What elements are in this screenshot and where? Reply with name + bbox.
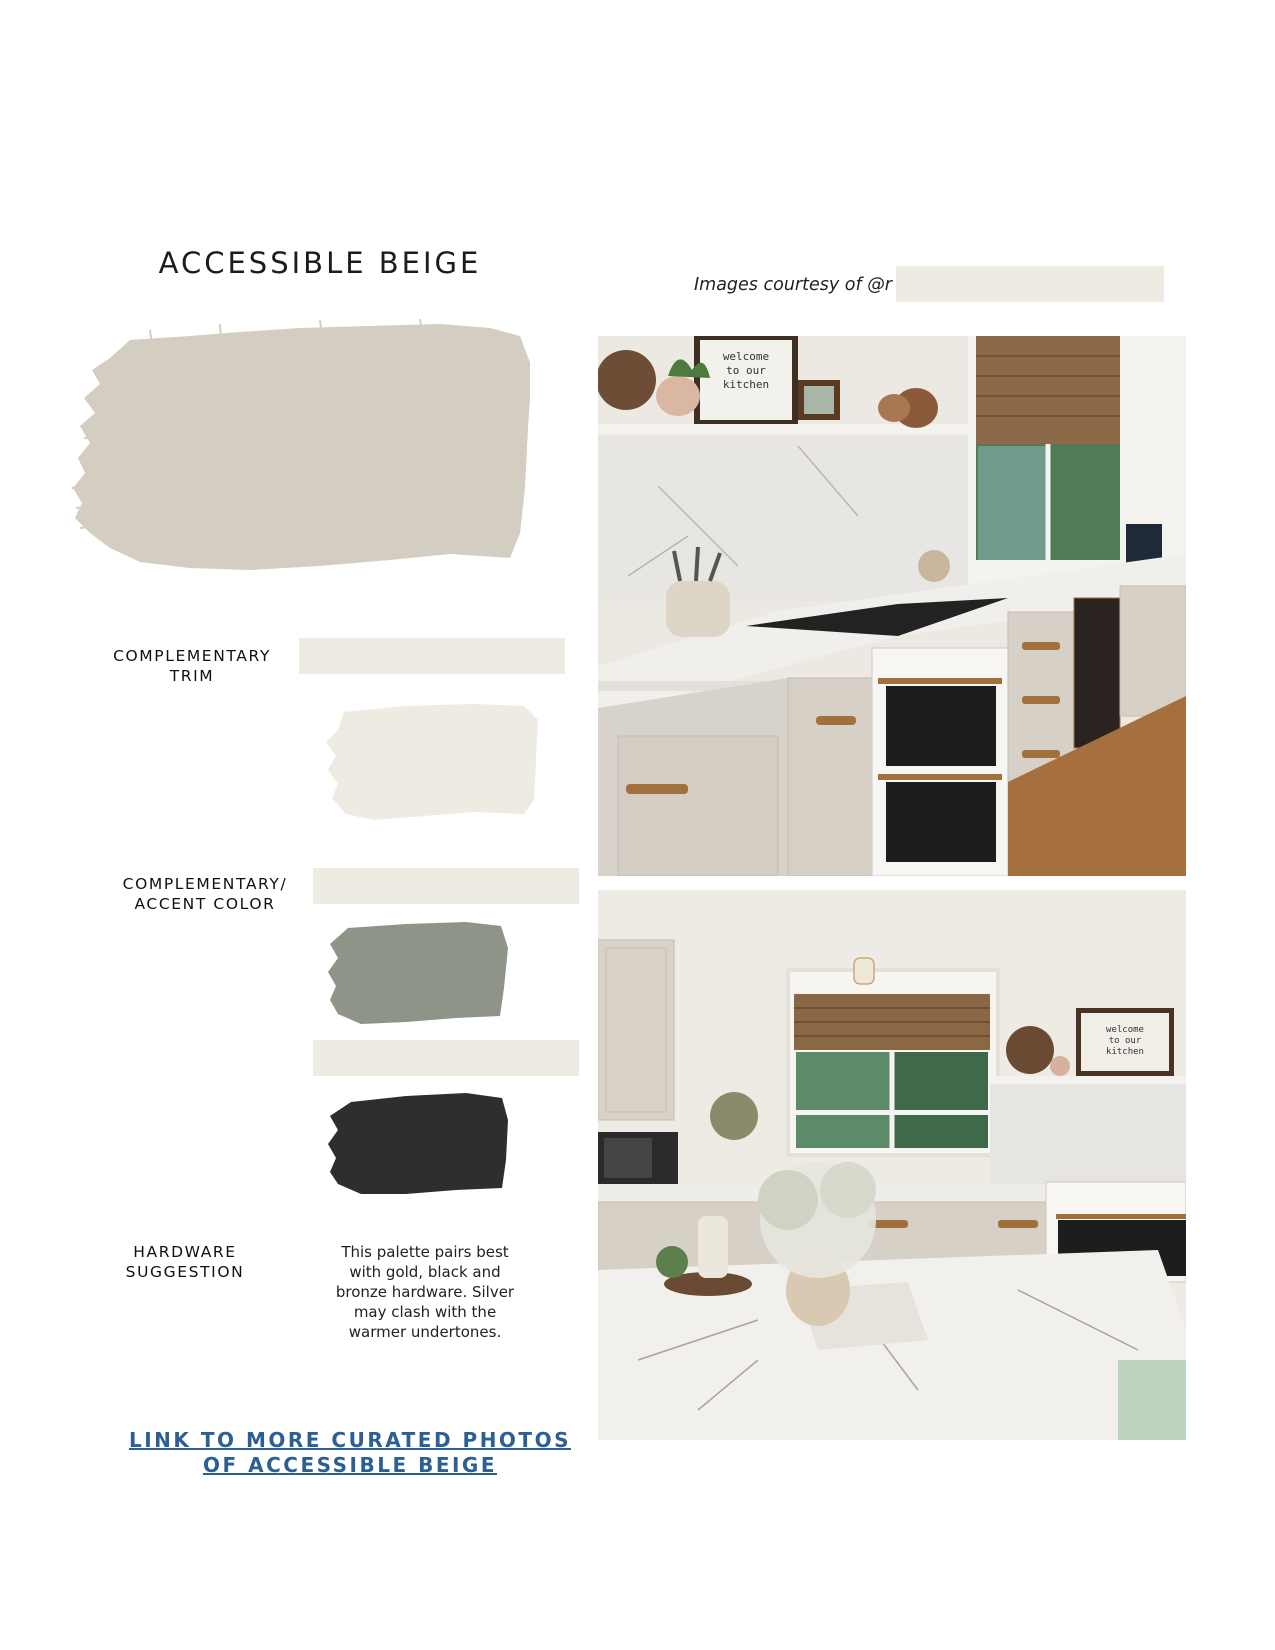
curated-photos-link[interactable]: LINK TO MORE CURATED PHOTOS OF ACCESSIBLE BEIGE bbox=[129, 1428, 571, 1477]
trim-name-mask bbox=[299, 638, 565, 674]
trim-color-swatch bbox=[324, 700, 544, 822]
kitchen-photo-top bbox=[598, 336, 1186, 876]
charcoal-accent-swatch bbox=[326, 1090, 511, 1198]
complementary-trim-label: COMPLEMENTARY TRIM bbox=[113, 647, 271, 685]
complementary-accent-label: COMPLEMENTARY/ ACCENT COLOR bbox=[122, 875, 288, 913]
kitchen-photo-bottom bbox=[598, 890, 1186, 1440]
top-sign-text: welcome to our kitchen bbox=[722, 350, 770, 391]
page-title: ACCESSIBLE BEIGE bbox=[158, 246, 482, 280]
accent-name-mask bbox=[313, 868, 579, 904]
hardware-suggestion-text: This palette pairs best with gold, black and bronze hardware. Silver may clash with the warmer undertones. bbox=[335, 1243, 515, 1341]
accent-name-mask-2 bbox=[313, 1040, 579, 1076]
bottom-sign-text: welcome to our kitchen bbox=[1106, 1025, 1144, 1057]
sage-accent-swatch bbox=[326, 918, 511, 1026]
main-color-swatch bbox=[70, 318, 530, 576]
hardware-suggestion-label: HARDWARE SUGGESTION bbox=[125, 1243, 245, 1281]
courtesy-handle-mask bbox=[896, 266, 1164, 302]
image-courtesy: Images courtesy of @r bbox=[694, 275, 892, 295]
